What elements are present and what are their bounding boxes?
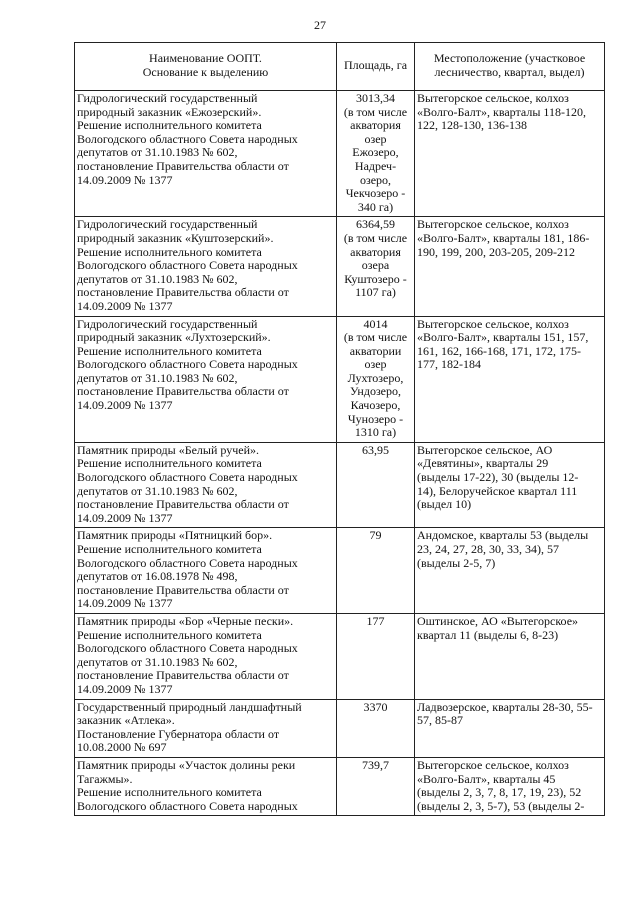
row-area: 6364,59 (в том числе акватория озера Куштозеро - 1107 га) — [337, 217, 415, 316]
row-area: 4014 (в том числе акватории озер Лухтозеро, Ундозеро, Качозеро, Чунозеро - 1310 га) — [337, 316, 415, 442]
table-row — [75, 91, 605, 217]
table-row — [75, 217, 605, 316]
row-location: Вытегорское сельское, колхоз «Волго-Балт», кварталы 118-120, 122, 128-130, 136-138 — [415, 91, 605, 217]
row-location: Андомское, кварталы 53 (выделы 23, 24, 27, 28, 30, 33, 34), 57 (выделы 2-5, 7) — [415, 528, 605, 614]
protected-areas-table — [74, 42, 605, 816]
row-location: Вытегорское сельское, колхоз «Волго-Балт», кварталы 181, 186- 190, 199, 200, 203-205, 209-212 — [415, 217, 605, 316]
row-area: 177 — [337, 613, 415, 699]
row-name: Памятник природы «Бор «Черные пески». Решение исполнительного комитета Вологодского областного Совета народных депутатов от 31.10.1983 № 602, постановление Правительства области от 14.09.2009 № 1377 — [75, 613, 337, 699]
row-location: Вытегорское сельское, колхоз «Волго-Балт», кварталы 45 (выделы 2, 3, 7, 8, 17, 19, 23), 52 (выделы 2, 3, 5-7), 53 (выделы 2- — [415, 757, 605, 815]
row-name: Памятник природы «Участок долины реки Тагажмы». Решение исполнительного комитета Вологодского областного Совета народных — [75, 757, 337, 815]
page-number: 27 — [314, 18, 326, 32]
row-name: Памятник природы «Пятницкий бор». Решение исполнительного комитета Вологодского областного Совета народных депутатов от 16.08.1978 № 498, постановление Правительства области от 14.09.2009 № 1377 — [75, 528, 337, 614]
row-area: 3370 — [337, 699, 415, 757]
table-row — [75, 757, 605, 815]
row-name: Гидрологический государственный природный заказник «Лухтозерский». Решение исполнительного комитета Вологодского областного Совета народных депутатов от 31.10.1983 № 602, постановление Правительства области от 14.09.2009 № 1377 — [75, 316, 337, 442]
row-area: 79 — [337, 528, 415, 614]
table-row — [75, 316, 605, 442]
header-location: Местоположение (участковое лесничество, квартал, выдел) — [415, 43, 605, 91]
row-location: Оштинское, АО «Вытегорское» квартал 11 (выделы 6, 8-23) — [415, 613, 605, 699]
header-area: Площадь, га — [337, 43, 415, 91]
row-area: 3013,34 (в том числе акватория озер Ежозеро, Надреч- озеро, Чекчозеро - 340 га) — [337, 91, 415, 217]
row-name: Гидрологический государственный природный заказник «Куштозерский». Решение исполнительного комитета Вологодского областного Совета народных депутатов от 31.10.1983 № 602, постановление Правительства области от 14.09.2009 № 1377 — [75, 217, 337, 316]
row-area: 739,7 — [337, 757, 415, 815]
row-location: Вытегорское сельское, колхоз «Волго-Балт», кварталы 151, 157, 161, 162, 166-168, 171, 172, 175- 177, 182-184 — [415, 316, 605, 442]
row-name: Государственный природный ландшафтный заказник «Атлека». Постановление Губернатора области от 10.08.2000 № 697 — [75, 699, 337, 757]
row-name: Гидрологический государственный природный заказник «Ежозерский». Решение исполнительного комитета Вологодского областного Совета народных депутатов от 31.10.1983 № 602, постановление Правительства области от 14.09.2009 № 1377 — [75, 91, 337, 217]
table-row — [75, 442, 605, 528]
table-header-row — [75, 43, 605, 91]
row-area: 63,95 — [337, 442, 415, 528]
table-row — [75, 613, 605, 699]
row-name: Памятник природы «Белый ручей». Решение исполнительного комитета Вологодского областного Совета народных депутатов от 31.10.1983 № 602, постановление Правительства области от 14.09.2009 № 1377 — [75, 442, 337, 528]
row-location: Вытегорское сельское, АО «Девятины», кварталы 29 (выделы 17-22), 30 (выделы 12- 14), Белоручейское квартал 111 (выдел 10) — [415, 442, 605, 528]
row-location: Ладвозерское, кварталы 28-30, 55- 57, 85-87 — [415, 699, 605, 757]
table-row — [75, 528, 605, 614]
header-name: Наименование ООПТ. Основание к выделению — [75, 43, 337, 91]
table-row — [75, 699, 605, 757]
